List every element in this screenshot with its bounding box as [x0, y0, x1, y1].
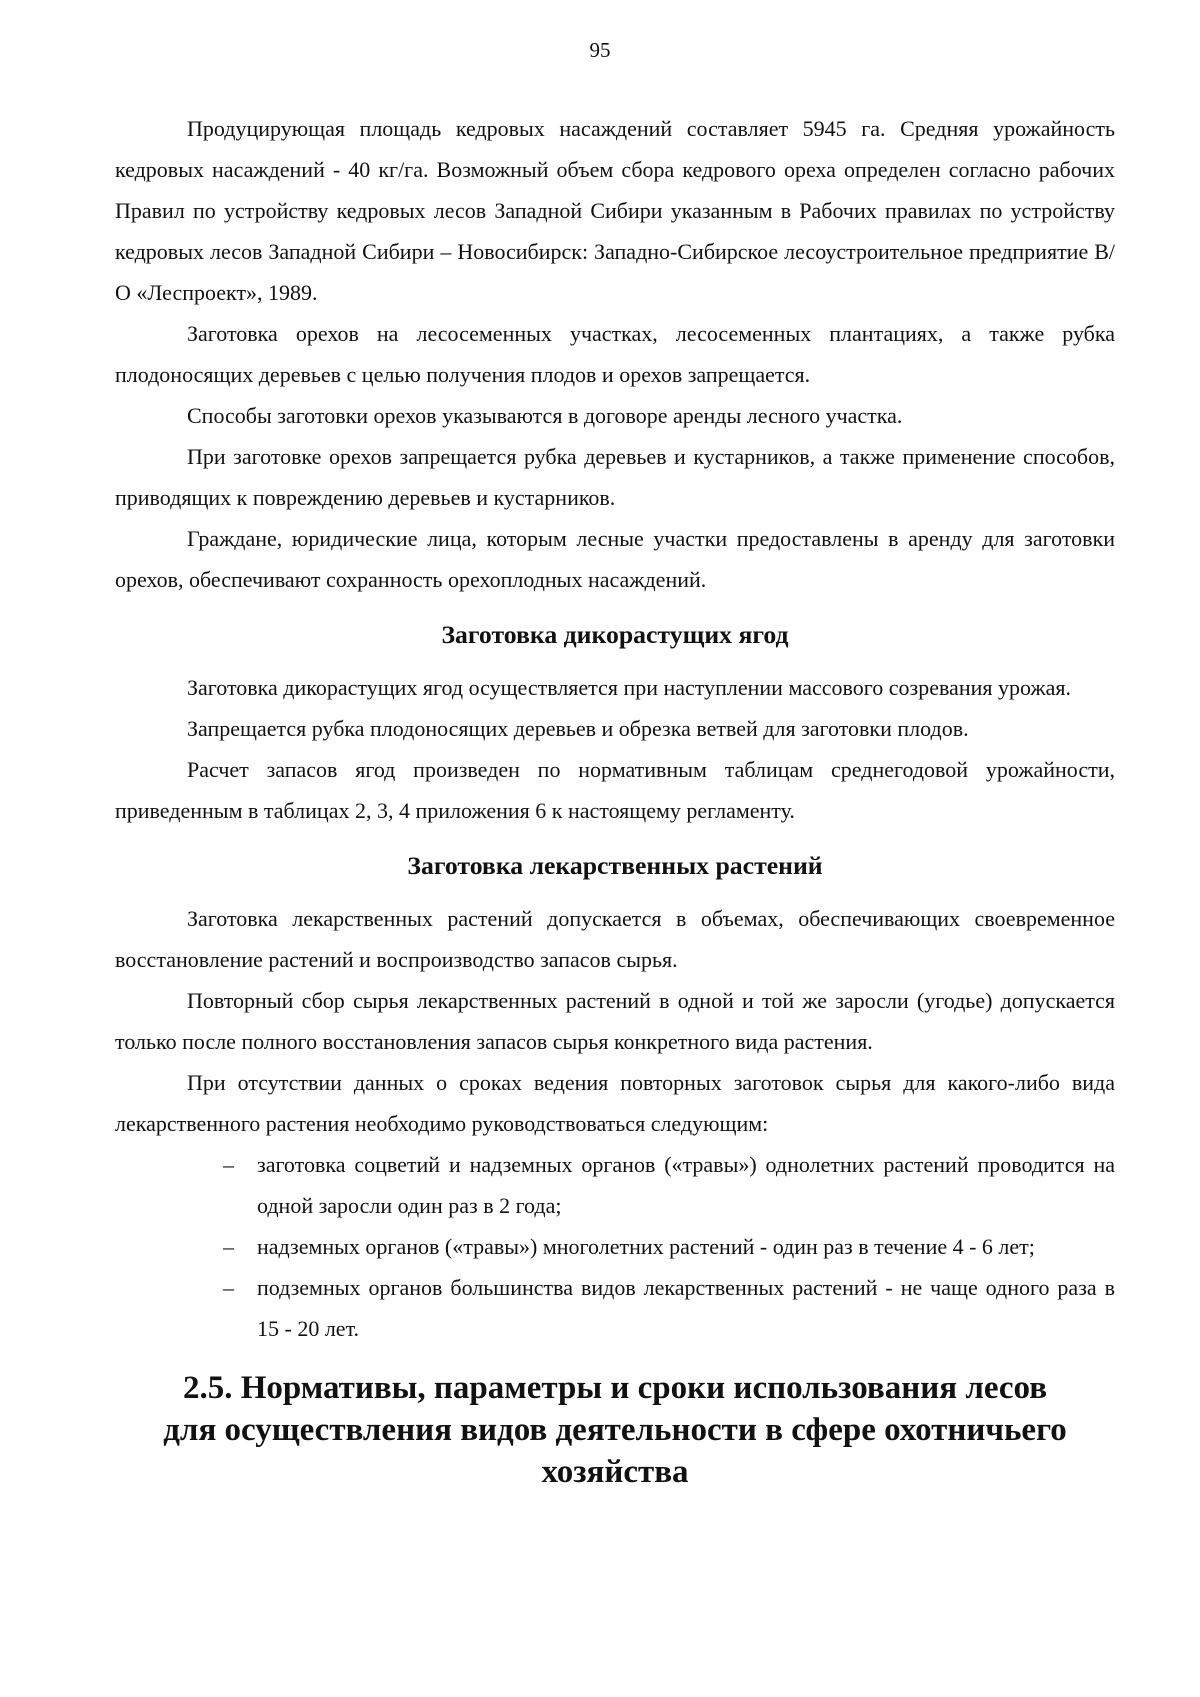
dash-marker: –: [223, 1152, 234, 1177]
paragraph-lessee-duties: Граждане, юридические лица, которым лесные участки предоставлены в аренду для заготовки орехов, обеспечивают сохранность орехоплодных насаждений.: [115, 526, 1115, 592]
list-item: [115, 1144, 1115, 1226]
paragraph-fruit-tree-ban: Запрещается рубка плодоносящих деревьев и обрезка ветвей для заготовки плодов.: [187, 716, 969, 741]
paragraph-berry-stock-calc: Расчет запасов ягод произведен по нормативным таблицам среднегодовой урожайности, приведенным в таблицах 2, 3, 4 приложения 6 к настоящему регламенту.: [115, 757, 1115, 823]
dash-marker: –: [223, 1234, 234, 1259]
paragraph-cedar-yield: Продуцирующая площадь кедровых насаждений составляет 5945 га. Средняя урожайность кедровых насаждений - 40 кг/га. Возможный объем сбора кедрового ореха определен согласно рабочих Правил по устройству кедровых лесов Западной Сибири указанным в Рабочих правилах по устройству кедровых лесов Западной Сибири – Новосибирск: Западно-Сибирское лесоустроительное предприятие В/О «Леспроект», 1989.: [115, 116, 1115, 305]
list-item-text: надземных органов («травы») многолетних растений - один раз в течение 4 - 6 лет;: [257, 1234, 1035, 1259]
list-item: [115, 1267, 1115, 1349]
harvest-interval-list: [115, 1144, 1115, 1349]
paragraph-nut-harvest-ban: Заготовка орехов на лесосеменных участках, лесосеменных плантациях, а также рубка плодоносящих деревьев с целью получения плодов и орехов запрещается.: [115, 321, 1115, 387]
paragraph-berry-harvest: Заготовка дикорастущих ягод осуществляется при наступлении массового созревания урожая.: [187, 675, 1072, 700]
heading-medicinal-plants: Заготовка лекарственных растений: [407, 851, 823, 880]
list-item-text: заготовка соцветий и надземных органов («травы») однолетних растений проводится на одной заросли один раз в 2 года;: [257, 1152, 1115, 1218]
page-content: [115, 108, 1115, 1493]
paragraph-guidelines-intro: При отсутствии данных о сроках ведения повторных заготовок сырья для какого-либо вида лекарственного растения необходимо руководствоваться следующим:: [115, 1070, 1115, 1136]
paragraph-repeat-collection: Повторный сбор сырья лекарственных растений в одной и той же заросли (угодье) допускается только после полного восстановления запасов сырья конкретного вида растения.: [115, 988, 1115, 1054]
dash-marker: –: [223, 1275, 234, 1300]
paragraph-harvest-methods: Способы заготовки орехов указываются в договоре аренды лесного участка.: [187, 403, 903, 428]
paragraph-cutting-ban: При заготовке орехов запрещается рубка деревьев и кустарников, а также применение способов, приводящих к повреждению деревьев и кустарников.: [115, 444, 1115, 510]
paragraph-medicinal-volume: Заготовка лекарственных растений допускается в объемах, обеспечивающих своевременное восстановление растений и воспроизводство запасов сырья.: [115, 906, 1115, 972]
list-item-text: подземных органов большинства видов лекарственных растений - не чаще одного раза в 15 - 20 лет.: [257, 1275, 1115, 1341]
section-heading-2-5: 2.5. Нормативы, параметры и сроки использования лесов для осуществления видов деятельности в сфере охотничьего хозяйства: [163, 1370, 1067, 1490]
page-number: 95: [589, 38, 611, 62]
heading-wild-berries: Заготовка дикорастущих ягод: [441, 620, 789, 649]
list-item: [115, 1226, 1115, 1267]
